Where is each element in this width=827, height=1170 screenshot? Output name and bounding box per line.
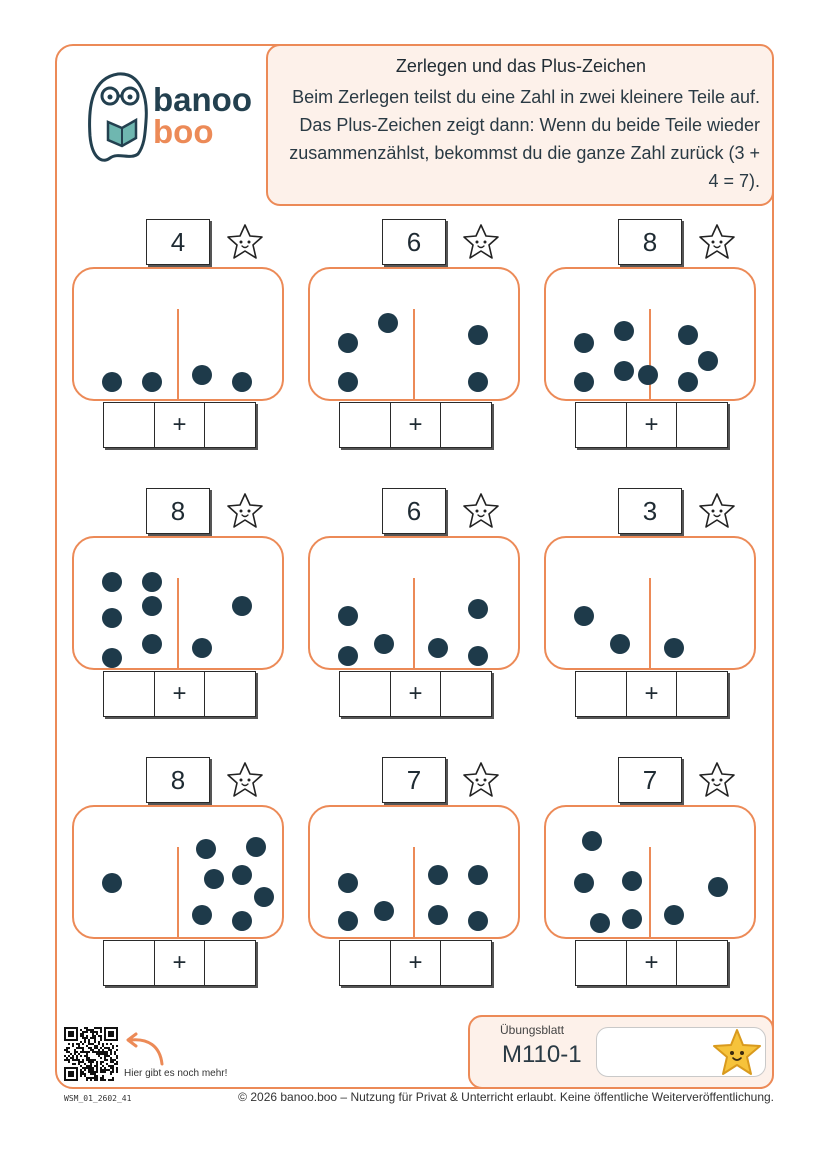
right-answer-cell[interactable] — [676, 940, 728, 986]
sheet-label: Übungsblatt — [500, 1023, 565, 1037]
right-dot — [468, 599, 488, 619]
star-outline-icon — [460, 221, 502, 263]
left-dot — [374, 901, 394, 921]
right-answer-cell[interactable] — [676, 402, 728, 448]
right-dot — [232, 596, 252, 616]
target-number: 3 — [618, 488, 682, 534]
left-answer-cell[interactable] — [103, 671, 155, 717]
banoo-logo — [78, 66, 258, 166]
plus-sign: + — [626, 402, 678, 448]
right-dot — [468, 372, 488, 392]
right-dot — [246, 837, 266, 857]
star-outline-icon — [460, 759, 502, 801]
left-answer-cell[interactable] — [575, 402, 627, 448]
dot-panel — [72, 805, 284, 939]
dot-panel — [544, 805, 756, 939]
addition-row — [575, 671, 728, 717]
left-dot — [102, 648, 122, 668]
right-dot — [708, 877, 728, 897]
brand-wordmark — [153, 81, 252, 150]
left-dot — [338, 911, 358, 931]
right-answer-cell[interactable] — [204, 940, 256, 986]
left-dot — [574, 606, 594, 626]
addition-row — [103, 940, 256, 986]
star-outline-icon — [224, 490, 266, 532]
right-dot — [664, 905, 684, 925]
plus-sign: + — [154, 402, 206, 448]
copyright-notice: © 2026 banoo.boo – Nutzung für Privat & Unterricht erlaubt. Keine öffentliche Weiterveröffentlichung. — [238, 1090, 774, 1104]
dot-panel — [544, 267, 756, 401]
right-dot — [254, 887, 274, 907]
smiling-star-icon — [710, 1027, 764, 1079]
left-dot — [142, 372, 162, 392]
qr-code-icon[interactable] — [64, 1027, 118, 1081]
left-dot — [142, 634, 162, 654]
left-answer-cell[interactable] — [339, 402, 391, 448]
plus-sign: + — [626, 671, 678, 717]
left-dot — [614, 321, 634, 341]
left-dot — [338, 372, 358, 392]
right-answer-cell[interactable] — [204, 671, 256, 717]
right-dot — [664, 638, 684, 658]
right-answer-cell[interactable] — [440, 671, 492, 717]
plus-sign: + — [154, 940, 206, 986]
task-4 — [72, 488, 332, 707]
left-dot — [574, 873, 594, 893]
right-dot — [468, 865, 488, 885]
right-dot — [698, 351, 718, 371]
left-dot — [574, 333, 594, 353]
curved-arrow-icon — [122, 1032, 168, 1068]
ghost-reading-icon — [78, 66, 153, 166]
addition-row — [339, 940, 492, 986]
right-dot — [232, 372, 252, 392]
left-dot — [338, 646, 358, 666]
right-dot — [678, 372, 698, 392]
more-link-text[interactable]: Hier gibt es noch mehr! — [124, 1068, 228, 1079]
right-answer-cell[interactable] — [440, 940, 492, 986]
left-dot — [590, 913, 610, 933]
star-outline-icon — [224, 221, 266, 263]
right-dot — [232, 865, 252, 885]
task-8 — [308, 757, 568, 976]
left-dot — [102, 372, 122, 392]
right-dot — [204, 869, 224, 889]
left-dot — [614, 361, 634, 381]
target-number: 4 — [146, 219, 210, 265]
plus-sign: + — [390, 402, 442, 448]
dot-panel — [308, 267, 520, 401]
star-outline-icon — [460, 490, 502, 532]
target-number: 8 — [146, 757, 210, 803]
left-dot — [622, 909, 642, 929]
brand-line-1: banoo — [153, 81, 252, 118]
right-answer-cell[interactable] — [676, 671, 728, 717]
right-answer-cell[interactable] — [204, 402, 256, 448]
right-dot — [428, 905, 448, 925]
left-dot — [610, 634, 630, 654]
sheet-info-box — [468, 1015, 774, 1089]
addition-row — [339, 402, 492, 448]
left-dot — [338, 333, 358, 353]
right-dot — [468, 911, 488, 931]
target-number: 8 — [618, 219, 682, 265]
right-dot — [192, 365, 212, 385]
target-number: 6 — [382, 219, 446, 265]
sheet-code: M110-1 — [502, 1041, 582, 1068]
left-dot — [142, 596, 162, 616]
instruction-text: Beim Zerlegen teilst du eine Zahl in zwei kleinere Teile auf. Das Plus-Zeichen zeigt dann: Wenn du beide Teile wieder zusammenzählst, bekommst du die ganze Zahl zurück (3 + 4 = 7). — [289, 87, 760, 191]
target-number: 6 — [382, 488, 446, 534]
plus-sign: + — [626, 940, 678, 986]
left-dot — [102, 572, 122, 592]
dot-panel — [308, 536, 520, 670]
right-dot — [196, 839, 216, 859]
star-outline-icon — [696, 759, 738, 801]
target-number: 7 — [618, 757, 682, 803]
right-dot — [678, 325, 698, 345]
dot-panel — [72, 267, 284, 401]
left-dot — [582, 831, 602, 851]
addition-row — [575, 940, 728, 986]
right-dot — [468, 325, 488, 345]
task-3 — [544, 219, 804, 438]
plus-sign: + — [390, 940, 442, 986]
task-2 — [308, 219, 568, 438]
left-answer-cell[interactable] — [575, 940, 627, 986]
left-dot — [338, 873, 358, 893]
task-6 — [544, 488, 804, 707]
document-id: WSM_01_2602_41 — [64, 1094, 132, 1103]
dot-panel — [72, 536, 284, 670]
right-dot — [192, 905, 212, 925]
task-5 — [308, 488, 568, 707]
left-answer-cell[interactable] — [339, 671, 391, 717]
left-answer-cell[interactable] — [575, 671, 627, 717]
plus-sign: + — [154, 671, 206, 717]
right-dot — [638, 365, 658, 385]
addition-row — [103, 402, 256, 448]
left-answer-cell[interactable] — [103, 940, 155, 986]
addition-row — [575, 402, 728, 448]
left-answer-cell[interactable] — [103, 402, 155, 448]
plus-sign: + — [390, 671, 442, 717]
left-dot — [102, 873, 122, 893]
right-dot — [192, 638, 212, 658]
star-outline-icon — [696, 221, 738, 263]
target-number: 7 — [382, 757, 446, 803]
left-dot — [338, 606, 358, 626]
dot-panel — [308, 805, 520, 939]
left-dot — [574, 372, 594, 392]
right-dot — [428, 638, 448, 658]
left-dot — [142, 572, 162, 592]
addition-row — [103, 671, 256, 717]
right-dot — [428, 865, 448, 885]
brand-line-2: boo — [153, 113, 214, 150]
task-1 — [72, 219, 332, 438]
left-dot — [374, 634, 394, 654]
task-9 — [544, 757, 804, 976]
right-answer-cell[interactable] — [440, 402, 492, 448]
left-dot — [102, 608, 122, 628]
star-outline-icon — [696, 490, 738, 532]
star-outline-icon — [224, 759, 266, 801]
right-dot — [468, 646, 488, 666]
left-dot — [378, 313, 398, 333]
target-number: 8 — [146, 488, 210, 534]
addition-row — [339, 671, 492, 717]
right-dot — [232, 911, 252, 931]
left-dot — [622, 871, 642, 891]
page-title: Zerlegen und das Plus-Zeichen — [395, 56, 647, 76]
task-7 — [72, 757, 332, 976]
dot-panel — [544, 536, 756, 670]
instruction-box — [266, 44, 774, 206]
left-answer-cell[interactable] — [339, 940, 391, 986]
